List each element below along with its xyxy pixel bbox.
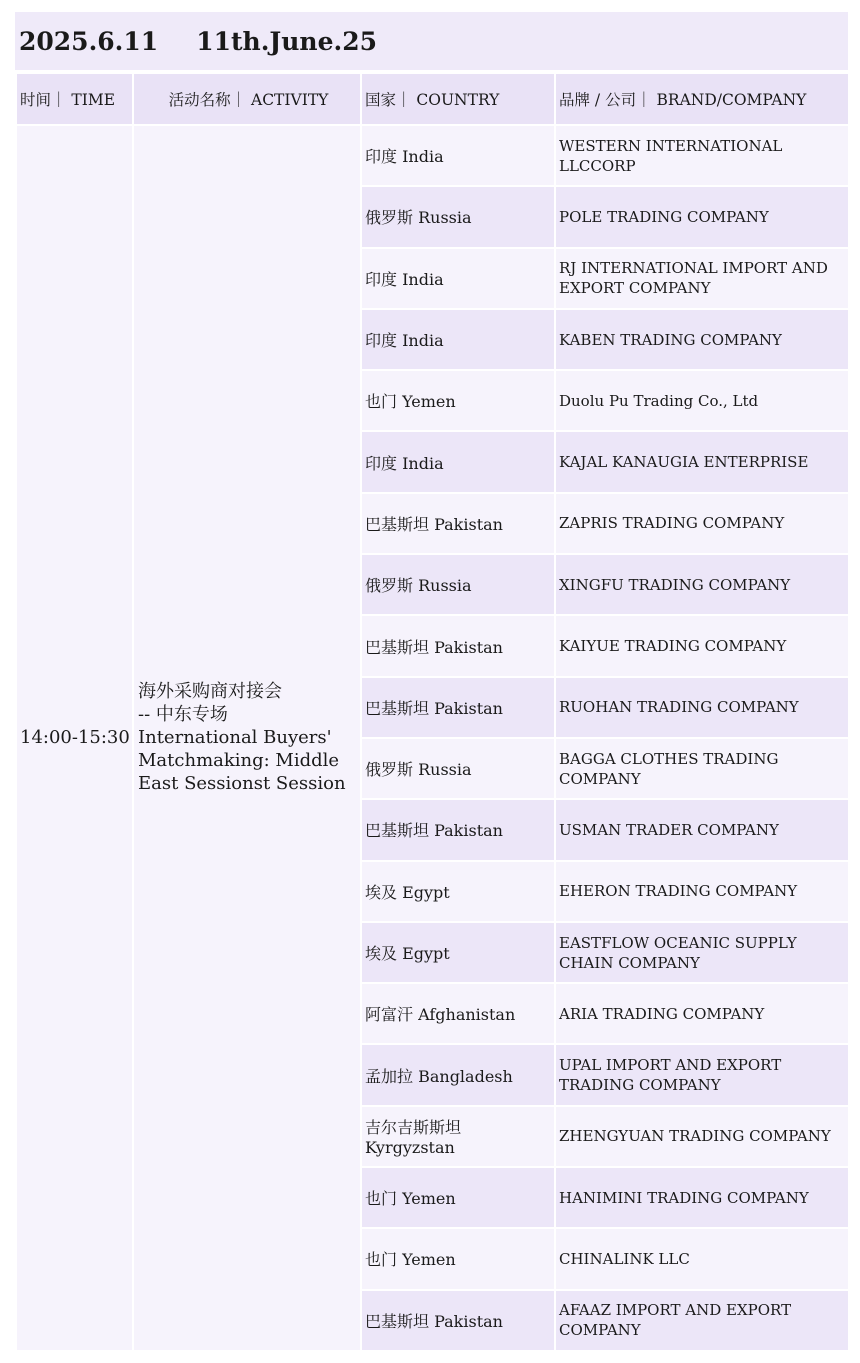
country-cell: 巴基斯坦 Pakistan — [361, 493, 555, 554]
country-cell: 俄罗斯 Russia — [361, 738, 555, 799]
brand-cell: POLE TRADING COMPANY — [555, 186, 849, 247]
country-cell: 埃及 Egypt — [361, 922, 555, 983]
country-cell: 也门 Yemen — [361, 1228, 555, 1289]
brand-cell: EASTFLOW OCEANIC SUPPLY CHAIN COMPANY — [555, 922, 849, 983]
country-cell: 巴基斯坦 Pakistan — [361, 677, 555, 738]
brand-cell: UPAL IMPORT AND EXPORT TRADING COMPANY — [555, 1044, 849, 1105]
brand-cell: BAGGA CLOTHES TRADING COMPANY — [555, 738, 849, 799]
brand-cell: ZAPRIS TRADING COMPANY — [555, 493, 849, 554]
country-cell: 巴基斯坦 Pakistan — [361, 1290, 555, 1351]
brand-cell: AFAAZ IMPORT AND EXPORT COMPANY — [555, 1290, 849, 1351]
brand-cell: KAJAL KANAUGIA ENTERPRISE — [555, 431, 849, 492]
country-cell: 阿富汗 Afghanistan — [361, 983, 555, 1044]
brand-cell: RJ INTERNATIONAL IMPORT AND EXPORT COMPANY — [555, 248, 849, 309]
brand-cell: EHERON TRADING COMPANY — [555, 861, 849, 922]
col-header-country: 国家｜ COUNTRY — [361, 73, 555, 125]
country-cell: 吉尔吉斯斯坦 Kyrgyzstan — [361, 1106, 555, 1167]
brand-cell: KABEN TRADING COMPANY — [555, 309, 849, 370]
brand-cell: CHINALINK LLC — [555, 1228, 849, 1289]
brand-cell: KAIYUE TRADING COMPANY — [555, 615, 849, 676]
brand-cell: HANIMINI TRADING COMPANY — [555, 1167, 849, 1228]
country-cell: 俄罗斯 Russia — [361, 186, 555, 247]
country-cell: 印度 India — [361, 309, 555, 370]
brand-cell: WESTERN INTERNATIONAL LLCCORP — [555, 125, 849, 186]
brand-cell: RUOHAN TRADING COMPANY — [555, 677, 849, 738]
buyers-table — [15, 72, 850, 1352]
brand-cell: XINGFU TRADING COMPANY — [555, 554, 849, 615]
activity-en-line-2: Matchmaking: Middle — [138, 750, 340, 772]
country-cell: 俄罗斯 Russia — [361, 554, 555, 615]
country-cell: 也门 Yemen — [361, 1167, 555, 1228]
country-cell: 印度 India — [361, 248, 555, 309]
table-body — [16, 125, 849, 1351]
brand-cell: Duolu Pu Trading Co., Ltd — [555, 370, 849, 431]
brand-cell: USMAN TRADER COMPANY — [555, 799, 849, 860]
activity-cn-line-2: -- 中东专场 — [138, 704, 228, 726]
brand-cell: ZHENGYUAN TRADING COMPANY — [555, 1106, 849, 1167]
activity-cn-line-1: 海外采购商对接会 — [138, 681, 282, 703]
table-row — [16, 125, 849, 186]
date-title — [15, 12, 848, 72]
col-header-brand: 品牌 / 公司｜ BRAND/COMPANY — [555, 73, 849, 125]
activity-en-line-1: International Buyers' — [138, 727, 332, 749]
country-cell: 巴基斯坦 Pakistan — [361, 615, 555, 676]
brand-cell: ARIA TRADING COMPANY — [555, 983, 849, 1044]
col-header-activity: 活动名称｜ ACTIVITY — [133, 73, 361, 125]
session-activity — [133, 125, 361, 1351]
table-header-row — [16, 73, 849, 125]
country-cell: 也门 Yemen — [361, 370, 555, 431]
country-cell: 孟加拉 Bangladesh — [361, 1044, 555, 1105]
col-header-time: 时间｜ TIME — [16, 73, 133, 125]
session-time: 14:00-15:30 — [16, 125, 133, 1351]
schedule-sheet — [15, 12, 848, 1352]
date-numeric: 2025.6.11 — [19, 26, 159, 56]
activity-en-line-3: East Sessionst Session — [138, 773, 346, 795]
country-cell: 巴基斯坦 Pakistan — [361, 799, 555, 860]
country-cell: 印度 India — [361, 431, 555, 492]
country-cell: 埃及 Egypt — [361, 861, 555, 922]
country-cell: 印度 India — [361, 125, 555, 186]
date-text: 11th.June.25 — [196, 26, 377, 56]
